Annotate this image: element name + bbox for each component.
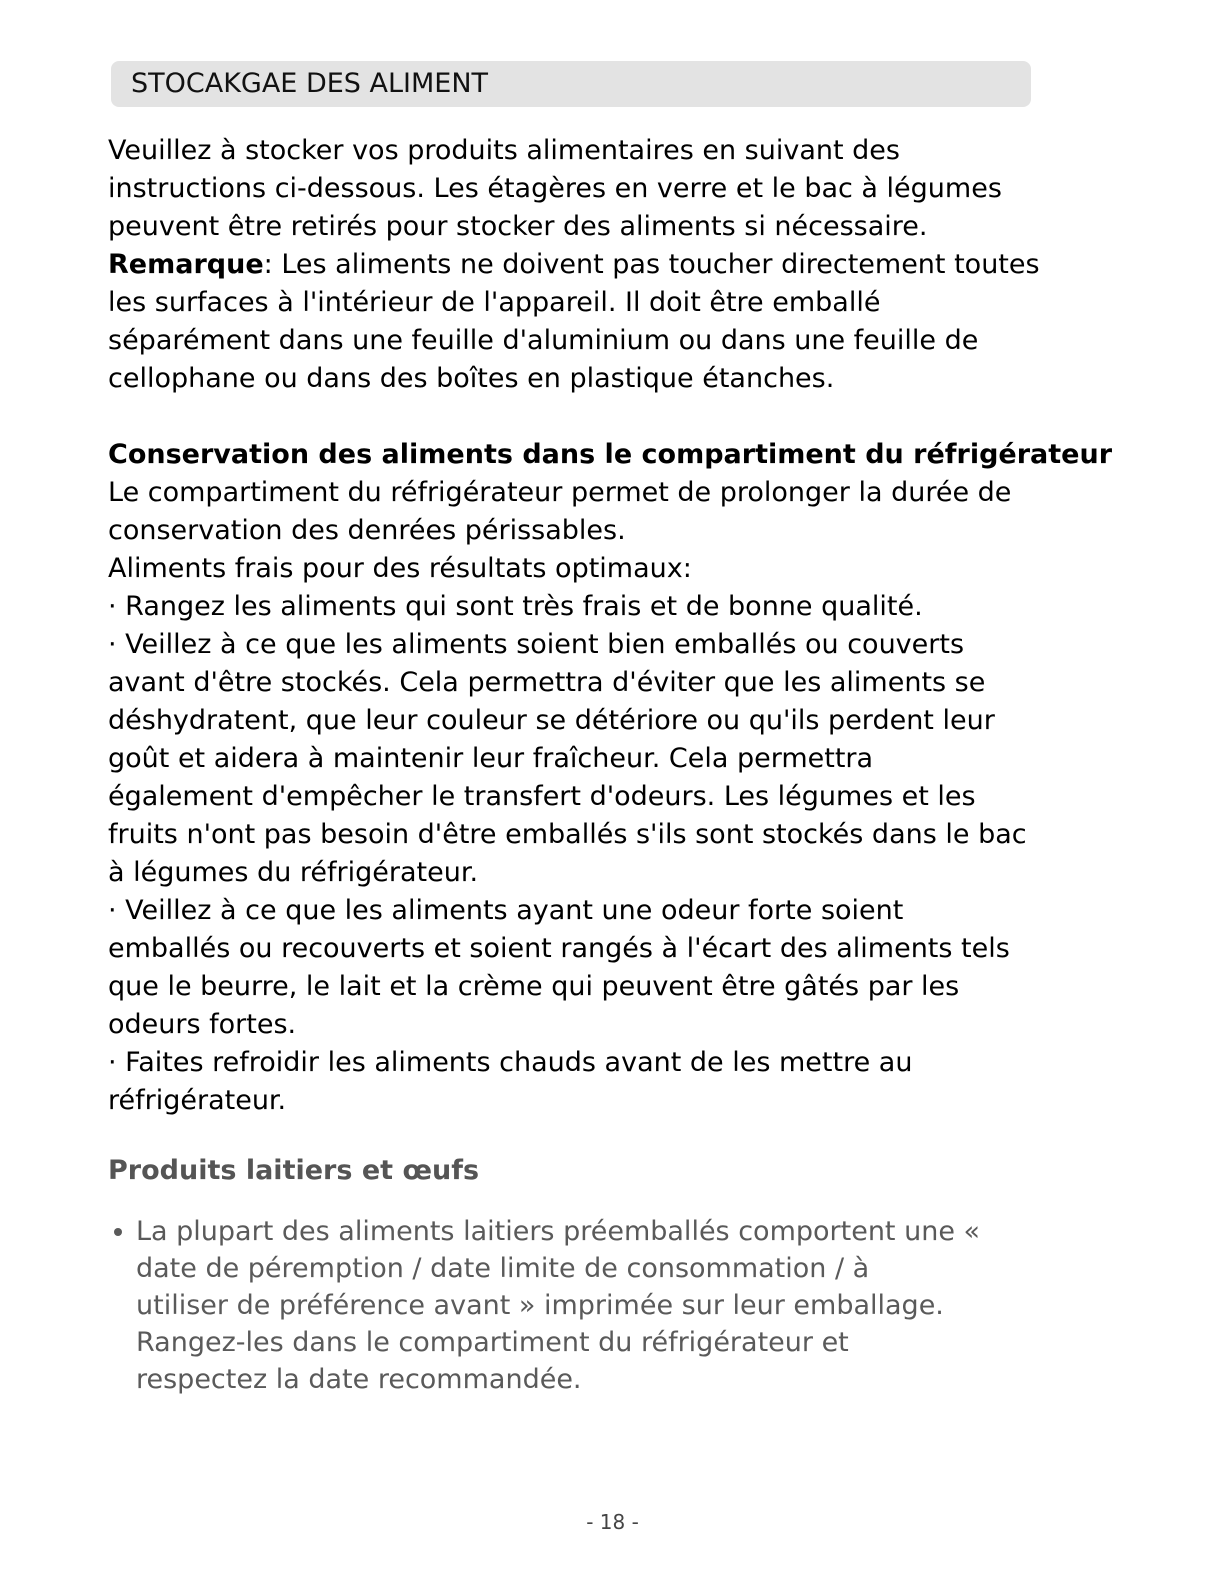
- intro-line: peuvent être retirés pour stocker des aliments si nécessaire.: [108, 211, 928, 242]
- fridge-line: · Rangez les aliments qui sont très frais et de bonne qualité.: [108, 591, 923, 622]
- fridge-section-title: Conservation des aliments dans le compartiment du réfrigérateur: [108, 439, 1113, 470]
- fridge-line: Aliments frais pour des résultats optimaux:: [108, 553, 692, 584]
- body-text: [108, 132, 1113, 1120]
- dairy-bullet-text: [136, 1213, 1016, 1398]
- dairy-line: La plupart des aliments laitiers préemballés comportent une «: [136, 1216, 981, 1247]
- fridge-line: fruits n'ont pas besoin d'être emballés s'ils sont stockés dans le bac: [108, 819, 1027, 850]
- intro-line: instructions ci-dessous. Les étagères en verre et le bac à légumes: [108, 173, 1002, 204]
- fridge-line: avant d'être stockés. Cela permettra d'éviter que les aliments se: [108, 667, 986, 698]
- fridge-line: déshydratent, que leur couleur se détériore ou qu'ils perdent leur: [108, 705, 995, 736]
- note-line: cellophane ou dans des boîtes en plastique étanches.: [108, 363, 835, 394]
- dairy-line: utiliser de préférence avant » imprimée sur leur emballage.: [136, 1290, 944, 1321]
- dairy-section-title: Produits laitiers et œufs: [108, 1155, 480, 1186]
- note-line: les surfaces à l'intérieur de l'appareil. Il doit être emballé: [108, 287, 881, 318]
- dairy-line: date de péremption / date limite de consommation / à: [136, 1253, 870, 1284]
- section-title: STOCAKGAE DES ALIMENT: [131, 68, 489, 99]
- fridge-line: · Veillez à ce que les aliments soient bien emballés ou couverts: [108, 629, 965, 660]
- dairy-line: respectez la date recommandée.: [136, 1364, 582, 1395]
- fridge-line: que le beurre, le lait et la crème qui peuvent être gâtés par les: [108, 971, 960, 1002]
- spacer: [108, 398, 1108, 436]
- bullet-dot-icon: [114, 1228, 122, 1236]
- note-label: Remarque: [108, 249, 264, 280]
- note-text: : Les aliments ne doivent pas toucher directement toutes: [263, 249, 1040, 280]
- fridge-line: · Veillez à ce que les aliments ayant une odeur forte soient: [108, 895, 904, 926]
- fridge-line: également d'empêcher le transfert d'odeurs. Les légumes et les: [108, 781, 976, 812]
- note-line: [108, 246, 1108, 284]
- intro-line: Veuillez à stocker vos produits alimentaires en suivant des: [108, 135, 900, 166]
- fridge-line: réfrigérateur.: [108, 1085, 287, 1116]
- fridge-line: goût et aidera à maintenir leur fraîcheur. Cela permettra: [108, 743, 874, 774]
- page-number: - 18 -: [586, 1510, 639, 1534]
- fridge-line: odeurs fortes.: [108, 1009, 297, 1040]
- fridge-line: · Faites refroidir les aliments chauds avant de les mettre au: [108, 1047, 913, 1078]
- fridge-line: à légumes du réfrigérateur.: [108, 857, 479, 888]
- fridge-line: conservation des denrées périssables.: [108, 515, 626, 546]
- dairy-line: Rangez-les dans le compartiment du réfrigérateur et: [136, 1327, 849, 1358]
- fridge-line: emballés ou recouverts et soient rangés à l'écart des aliments tels: [108, 933, 1010, 964]
- section-header-bar: [111, 61, 1031, 107]
- fridge-line: Le compartiment du réfrigérateur permet de prolonger la durée de: [108, 477, 1012, 508]
- note-line: séparément dans une feuille d'aluminium ou dans une feuille de: [108, 325, 979, 356]
